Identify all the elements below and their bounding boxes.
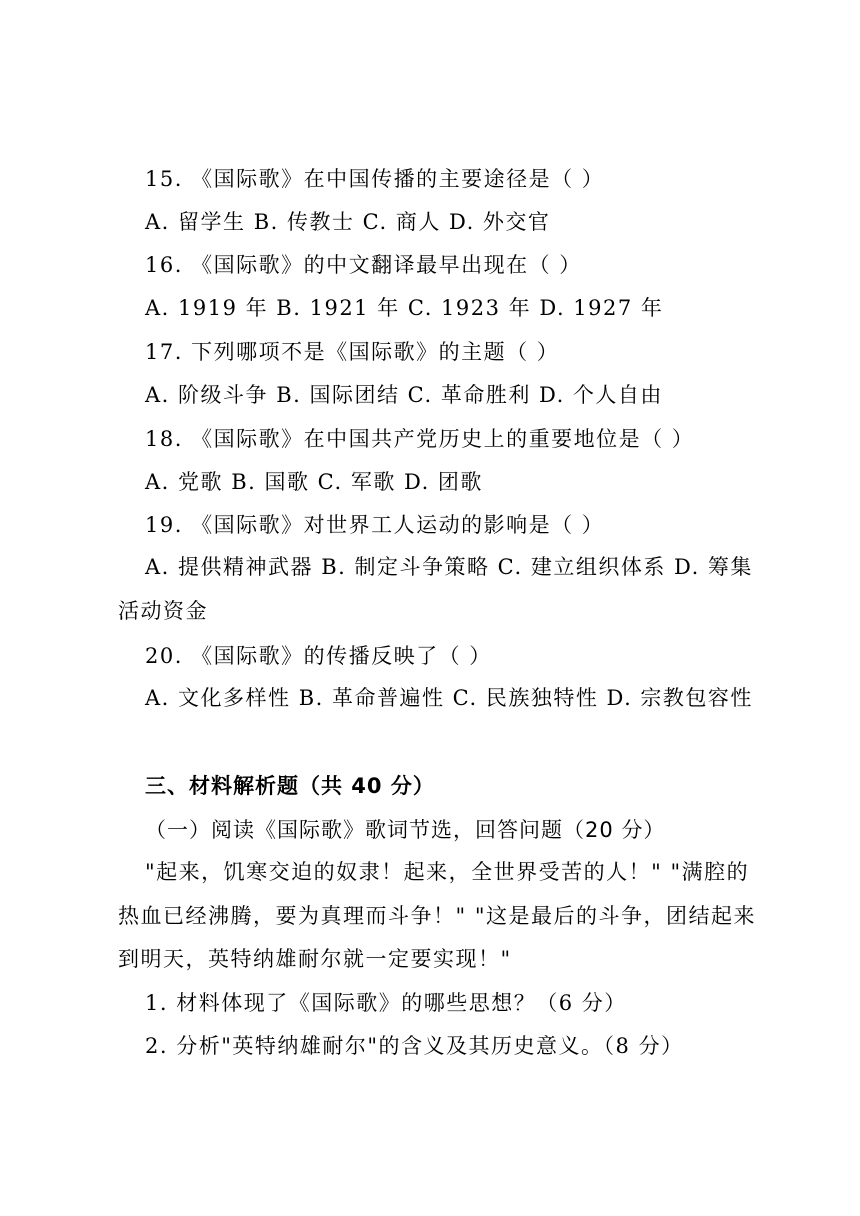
question-19-stem: 19. 《国际歌》对世界工人运动的影响是（ ） bbox=[145, 513, 605, 537]
question-16-stem: 16. 《国际歌》的中文翻译最早出现在（ ） bbox=[145, 253, 582, 277]
question-17-options: A. 阶级斗争 B. 国际团结 C. 革命胜利 D. 个人自由 bbox=[145, 383, 663, 407]
question-18-stem: 18. 《国际歌》在中国共产党历史上的重要地位是（ ） bbox=[145, 427, 695, 451]
question-20-stem: 20. 《国际歌》的传播反映了（ ） bbox=[145, 644, 492, 668]
question-15-options: A. 留学生 B. 传教士 C. 商人 D. 外交官 bbox=[145, 210, 551, 234]
question-18-options: A. 党歌 B. 国歌 C. 军歌 D. 团歌 bbox=[145, 470, 483, 494]
question-19-options: A. 提供精神武器 B. 制定斗争策略 C. 建立组织体系 D. 筹集活动资金 bbox=[118, 555, 753, 623]
lyrics-material: "起来，饥寒交迫的奴隶！起来，全世界受苦的人！" "满腔的热血已经沸腾，要为真理而斗争！" "这是最后的斗争，团结起来到明天，英特纳雄耐尔就一定要实现！" bbox=[118, 860, 756, 971]
material-question-2: 2. 分析"英特纳雄耐尔"的含义及其历史意义。（8 分） bbox=[145, 1034, 684, 1058]
question-15-stem: 15. 《国际歌》在中国传播的主要途径是（ ） bbox=[145, 167, 605, 191]
section-3-heading: 三、材料解析题（共 40 分） bbox=[145, 774, 435, 798]
question-17-stem: 17. 下列哪项不是《国际歌》的主题（ ） bbox=[145, 340, 560, 364]
material-question-1: 1. 材料体现了《国际歌》的哪些思想？（6 分） bbox=[145, 991, 627, 1015]
section-3-part-1-heading: （一）阅读《国际歌》歌词节选，回答问题（20 分） bbox=[145, 818, 666, 842]
question-16-options: A. 1919 年 B. 1921 年 C. 1923 年 D. 1927 年 bbox=[145, 296, 664, 320]
question-20-options: A. 文化多样性 B. 革命普遍性 C. 民族独特性 D. 宗教包容性 bbox=[145, 686, 753, 710]
